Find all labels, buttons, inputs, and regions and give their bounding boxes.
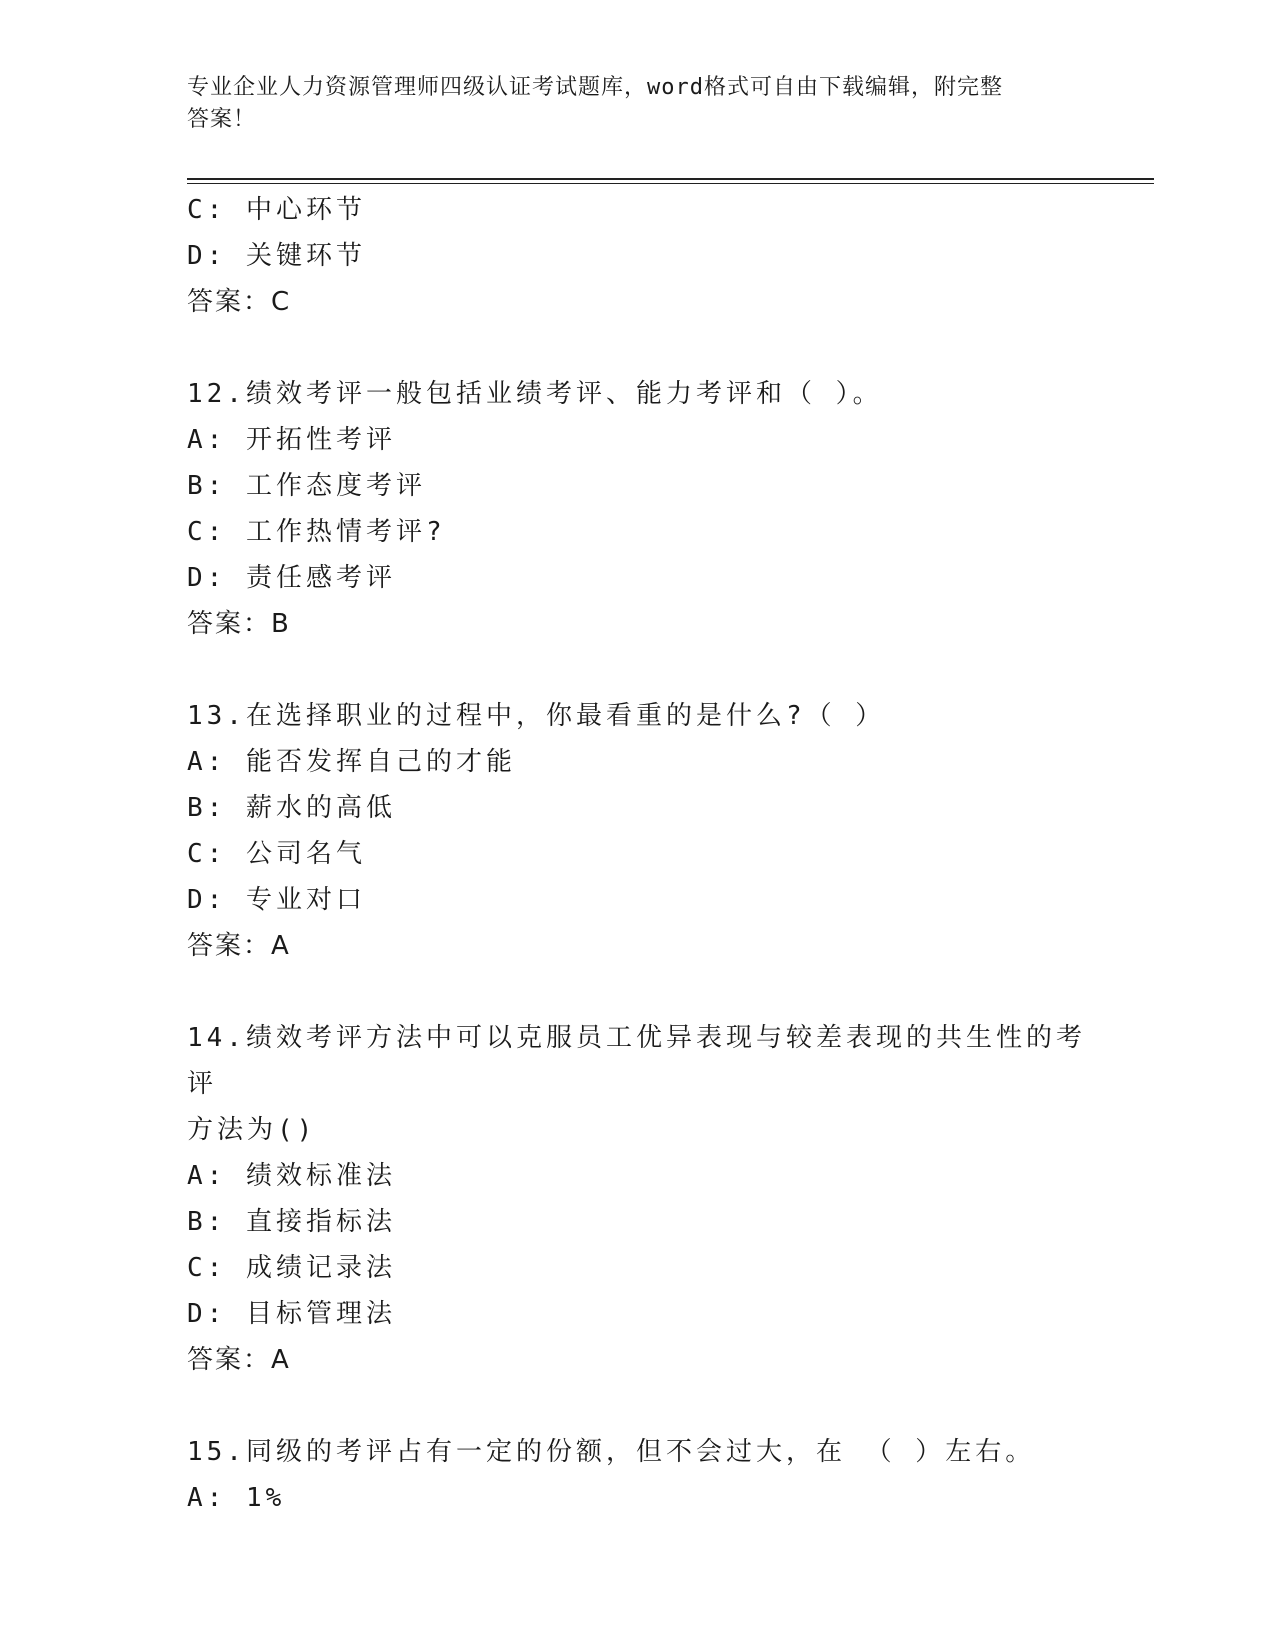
question-text: 15.同级的考评占有一定的份额，但不会过大，在 （ ）左右。 xyxy=(187,1437,1036,1467)
option-d: D: 专业对口 xyxy=(187,885,366,915)
option-a: A: 1% xyxy=(187,1483,286,1513)
spacer xyxy=(187,647,1087,693)
option-d: D: 关键环节 xyxy=(187,241,366,271)
option-d: D: 目标管理法 xyxy=(187,1299,396,1329)
question-text: 13.在选择职业的过程中，你最看重的是什么?（ ） xyxy=(187,701,886,731)
option-b: B: 薪水的高低 xyxy=(187,793,396,823)
header-rule-thin xyxy=(187,183,1154,184)
question-text: 12.绩效考评一般包括业绩考评、能力考评和（ ）。 xyxy=(187,379,883,409)
question-text-line-1: 14.绩效考评方法中可以克服员工优异表现与较差表现的共生性的考评 xyxy=(187,1023,1086,1099)
question-block-12 xyxy=(187,371,1087,647)
option-b: B: 工作态度考评 xyxy=(187,471,426,501)
header-rule-thick xyxy=(187,178,1154,180)
question-block-14 xyxy=(187,1015,1087,1383)
question-block-13 xyxy=(187,693,1087,969)
header-line-1: 专业企业人力资源管理师四级认证考试题库，word格式可自由下载编辑，附完整 xyxy=(187,75,1003,100)
option-a: A: 开拓性考评 xyxy=(187,425,396,455)
spacer xyxy=(187,325,1087,371)
option-c: C: 中心环节 xyxy=(187,195,366,225)
answer-line: 答案：C xyxy=(187,287,292,317)
question-block-15 xyxy=(187,1429,1087,1521)
question-text-line-2: 方法为() xyxy=(187,1115,317,1145)
document-header xyxy=(187,72,1087,136)
option-b: B: 直接指标法 xyxy=(187,1207,396,1237)
option-c: C: 工作热情考评? xyxy=(187,517,446,547)
option-c: C: 公司名气 xyxy=(187,839,366,869)
option-c: C: 成绩记录法 xyxy=(187,1253,396,1283)
spacer xyxy=(187,1383,1087,1429)
question-list xyxy=(187,187,1087,1521)
answer-line: 答案：A xyxy=(187,931,291,961)
spacer xyxy=(187,969,1087,1015)
answer-line: 答案：A xyxy=(187,1345,291,1375)
header-line-2: 答案！ xyxy=(187,107,257,132)
option-a: A: 能否发挥自己的才能 xyxy=(187,747,516,777)
option-d: D: 责任感考评 xyxy=(187,563,396,593)
question-block-11 xyxy=(187,187,1087,325)
answer-line: 答案：B xyxy=(187,609,291,639)
option-a: A: 绩效标准法 xyxy=(187,1161,396,1191)
